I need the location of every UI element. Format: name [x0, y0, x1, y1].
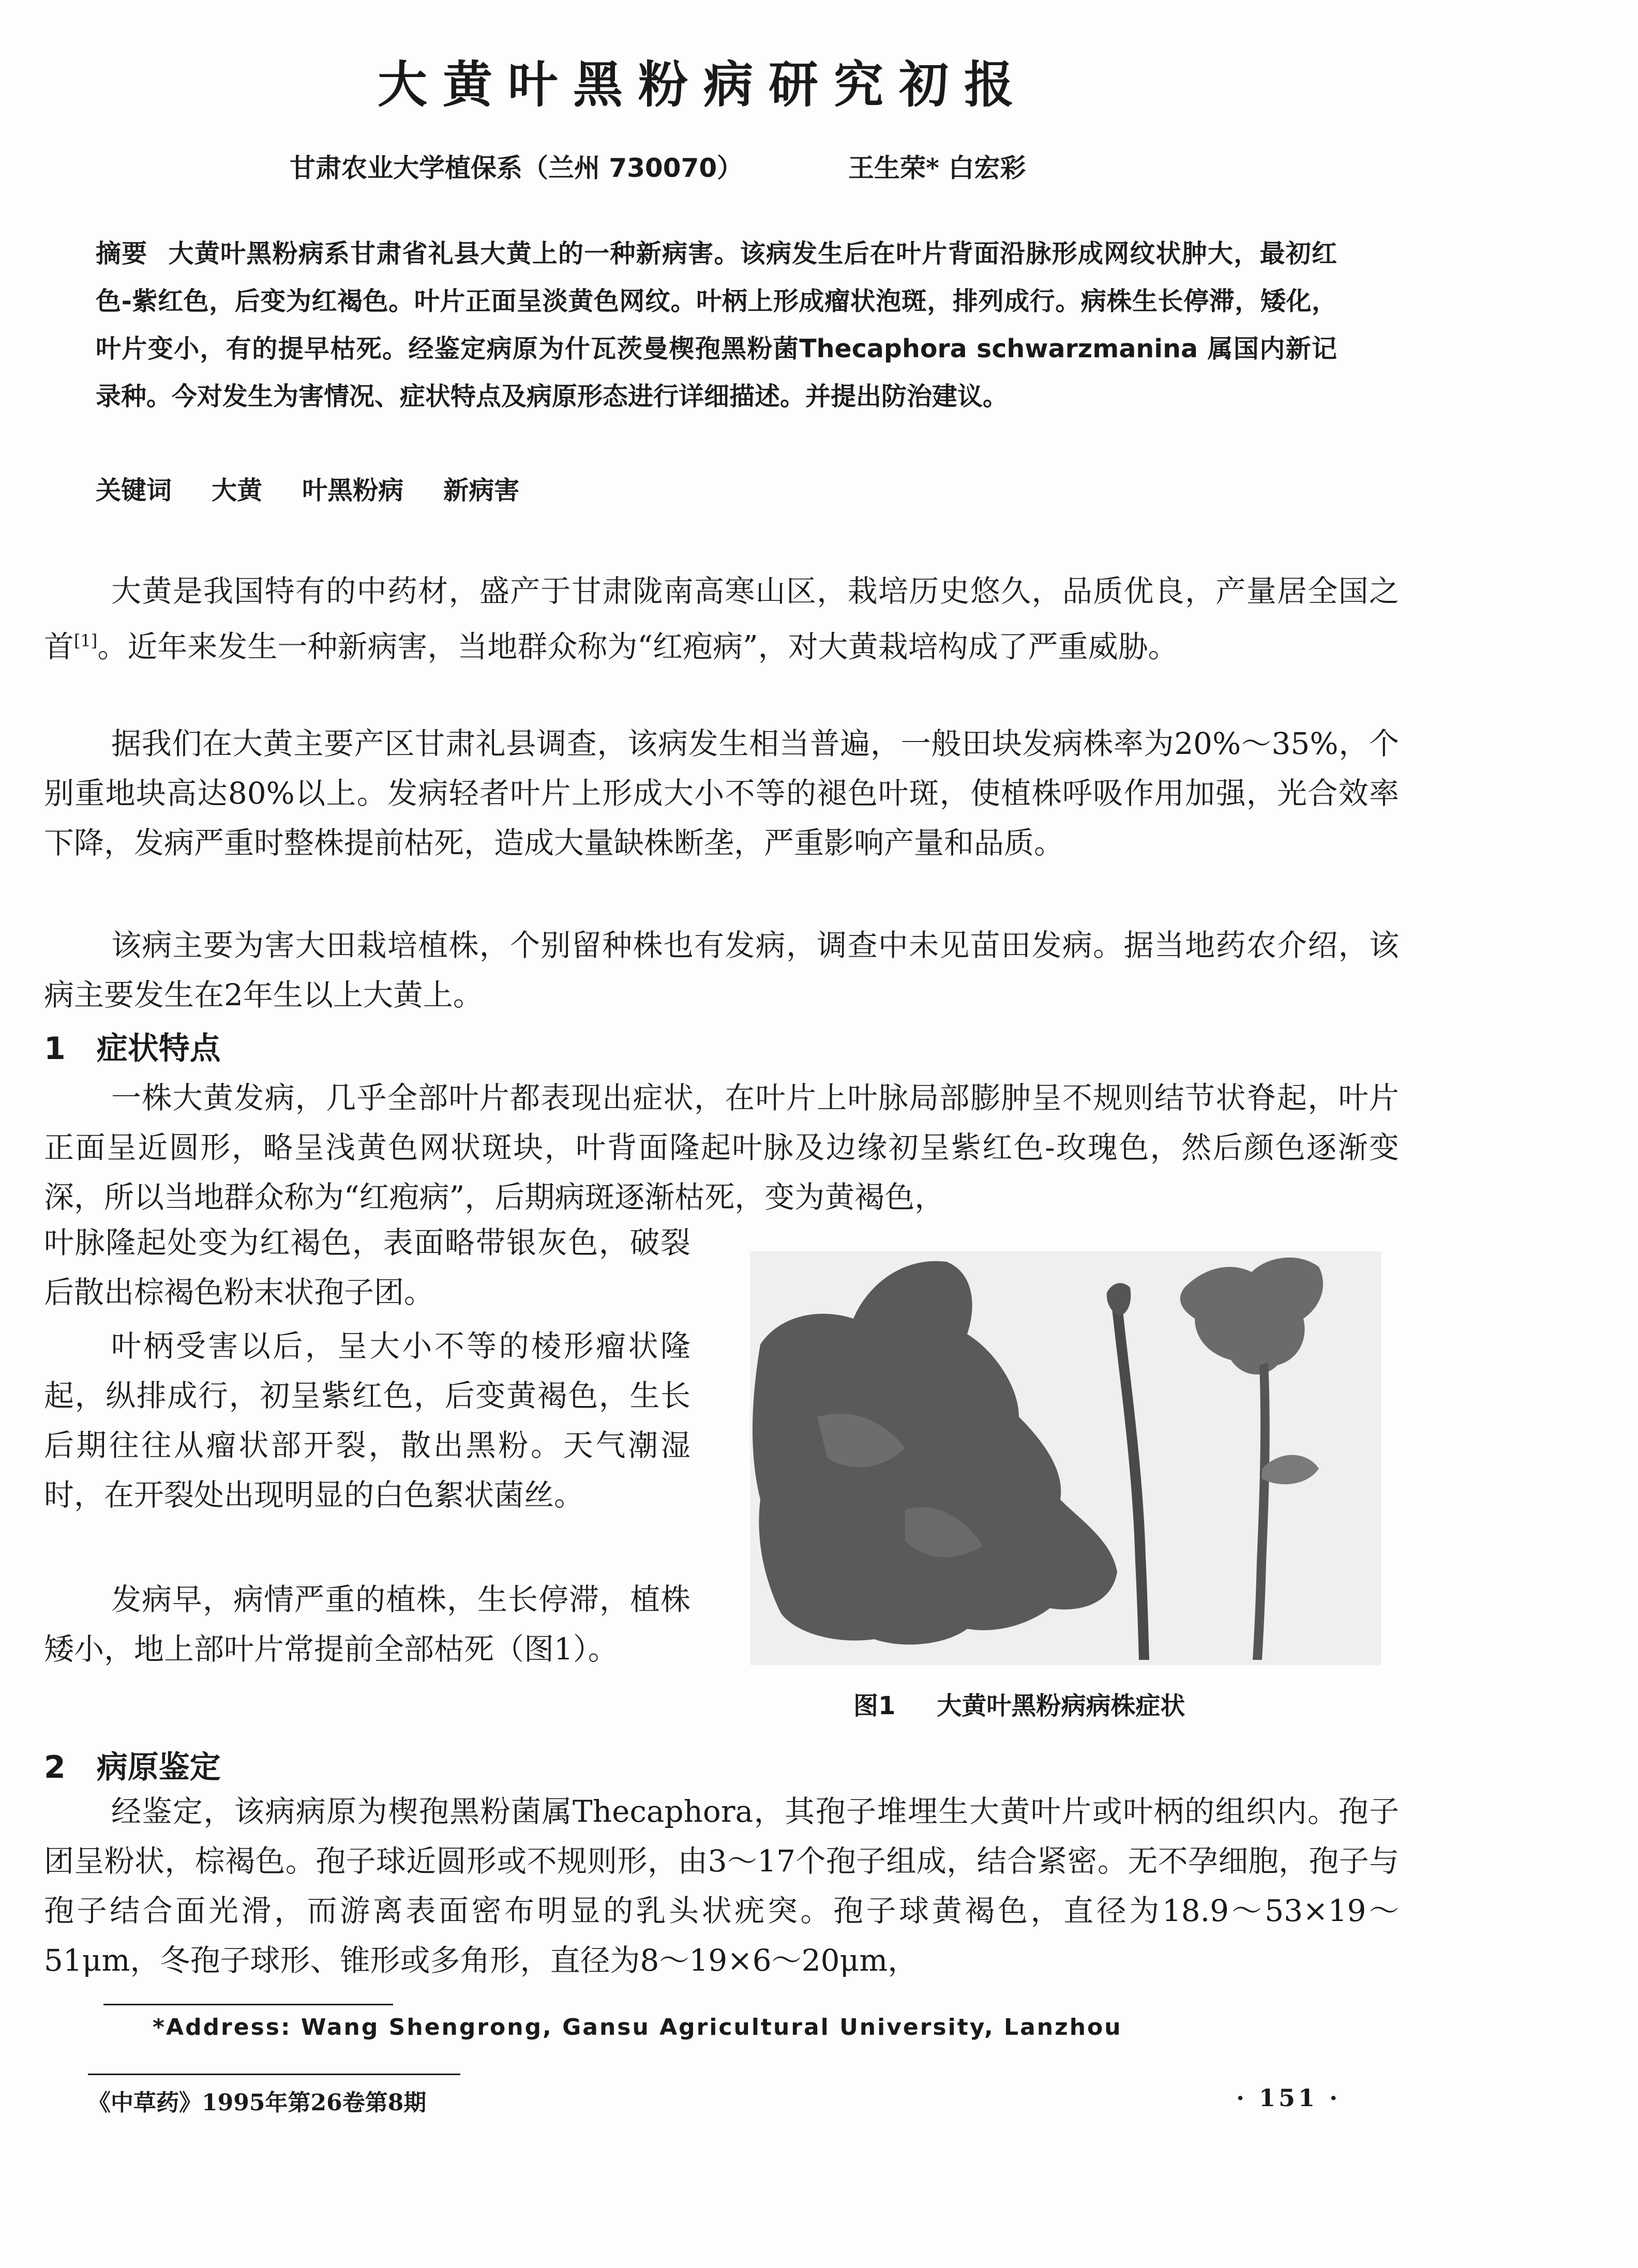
footnote-address: *Address: Wang Shengrong, Gansu Agricultural University, Lanzhou: [153, 2014, 1122, 2040]
figure-photo: [750, 1251, 1381, 1665]
affiliation: 甘肃农业大学植保系（兰州 730070）: [290, 153, 743, 183]
keyword-item: 大黄: [212, 476, 263, 505]
keyword-item: 新病害: [443, 476, 520, 505]
abstract: [96, 230, 1337, 420]
section-heading-symptoms: 1 症状特点: [44, 1031, 221, 1067]
keyword-item: 叶黑粉病: [302, 476, 404, 505]
footnote-divider: [103, 2004, 393, 2005]
reference-marker: [1]: [74, 631, 98, 651]
abstract-text: 大黄叶黑粉病系甘肃省礼县大黄上的一种新病害。该病发生后在叶片背面沿脉形成网纹状肿大，最初红色-紫红色，后变为红褐色。叶片正面呈淡黄色网纹。叶柄上形成瘤状泡斑，排列成行。病株生长停滞，矮化，叶片变小，有的提早枯死。经鉴定病原为什瓦茨曼楔孢黑粉菌Thecaphora schwarzmanina 属国内新记录种。今对发生为害情况、症状特点及病原形态进行详细描述。并提出防治建议。: [96, 239, 1337, 411]
paragraph-symptoms: 一株大黄发病，几乎全部叶片都表现出症状，在叶片上叶脉局部膨肿呈不规则结节状脊起，叶片正面呈近圆形，略呈浅黄色网状斑块，叶背面隆起叶脉及边缘初呈紫红色-玫瑰色，然后颜色逐渐变深，所以当地群众称为“红疱病”，后期病斑逐渐枯死，变为黄褐色，: [44, 1080, 1399, 1215]
paragraph-text: 大黄是我国特有的中药材，盛产于甘肃陇南高寒山区，栽培历史悠久，品质优良，产量居全国之首: [44, 573, 1399, 664]
paragraph-host: 该病主要为害大田栽培植株，个别留种株也有发病，调查中未见苗田发病。据当地药农介绍，该病主要发生在2年生以上大黄上。: [44, 928, 1399, 1012]
footer-divider: [88, 2074, 460, 2075]
paper-title: 大黄叶黑粉病研究初报: [378, 56, 1029, 114]
keywords-label: 关键词: [96, 476, 172, 505]
figure-caption: [853, 1686, 1185, 1721]
keywords: [96, 471, 550, 507]
paragraph-survey: 据我们在大黄主要产区甘肃礼县调查，该病发生相当普遍，一般田块发病株率为20%～35%，个别重地块高达80%以上。发病轻者叶片上形成大小不等的褪色叶斑，使植株呼吸作用加强，光合效率下降，发病严重时整株提前枯死，造成大量缺株断垄，严重影响产量和品质。: [44, 726, 1399, 860]
diseased-plant-image: [750, 1251, 1381, 1665]
paragraph-text: 。近年来发生一种新病害，当地群众称为“红疱病”，对大黄栽培构成了严重威胁。: [97, 629, 1178, 664]
figure-number: 图1: [853, 1691, 896, 1720]
paragraph-intro: [44, 566, 1399, 671]
authors: 王生荣* 白宏彩: [848, 153, 1026, 183]
abstract-label: 摘要: [96, 239, 148, 268]
figure-caption-text: 大黄叶黑粉病病株症状: [937, 1691, 1185, 1720]
paragraph-symptoms-cont: 叶脉隆起处变为红褐色，表面略带银灰色，破裂后散出棕褐色粉末状孢子团。: [44, 1225, 690, 1310]
journal-info: 《中草药》1995年第26卷第8期: [88, 2090, 427, 2116]
paragraph-pathogen: 经鉴定，该病病原为楔孢黑粉菌属Thecaphora，其孢子堆埋生大黄叶片或叶柄的组织内。孢子团呈粉状，棕褐色。孢子球近圆形或不规则形，由3～17个孢子组成，结合紧密。无不孕细胞，孢子与孢子结合面光滑，而游离表面密布明显的乳头状疣突。孢子球黄褐色，直径为18.9～53×19～51μm，冬孢子球形、锥形或多角形，直径为8～19×6～20μm，: [44, 1794, 1399, 1978]
paragraph-petiole: 叶柄受害以后，呈大小不等的棱形瘤状隆起，纵排成行，初呈紫红色，后变黄褐色，生长后期往往从瘤状部开裂，散出黑粉。天气潮湿时，在开裂处出现明显的白色絮状菌丝。: [44, 1328, 690, 1513]
paragraph-early-onset: 发病早，病情严重的植株，生长停滞，植株矮小，地上部叶片常提前全部枯死（图1）。: [44, 1582, 690, 1667]
page-number: · 151 ·: [1236, 2084, 1341, 2112]
section-heading-pathogen: 2 病原鉴定: [44, 1749, 221, 1786]
